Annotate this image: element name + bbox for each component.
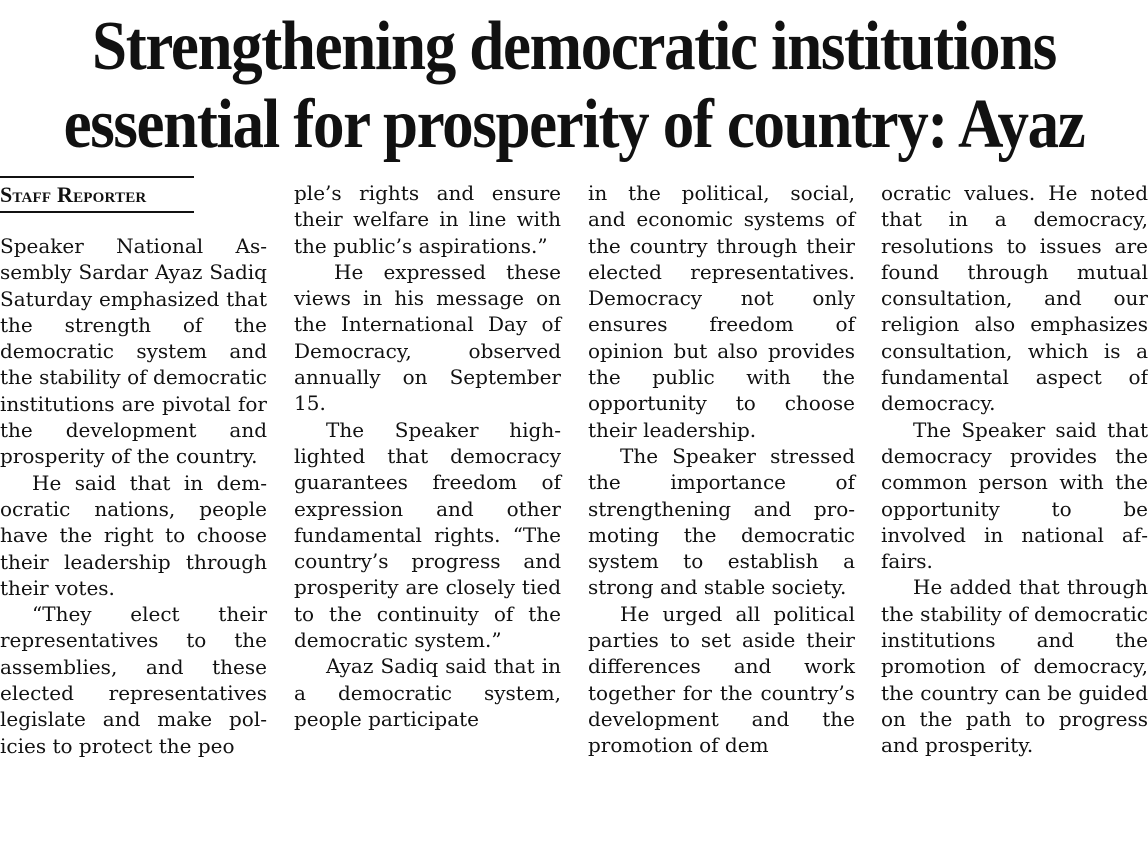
paragraph: He added that through the stability of democratic institutions and the promotion of democracy, the country can be guided on the path to progress and prosperity. bbox=[881, 575, 1148, 758]
article-column-1 bbox=[0, 233, 267, 759]
article-column-3 bbox=[588, 180, 855, 759]
paragraph: The Speaker highlighted that democracy guarantees freedom of expression and other fundamental rights. “The country’s progress and prosperity are closely tied to the continuity of the democratic system.” bbox=[294, 417, 561, 653]
byline: Staff Reporter bbox=[0, 176, 194, 213]
paragraph: The Speaker stressed the importance of strengthening and promoting the democratic system to establish a strong and stable society. bbox=[588, 443, 855, 600]
paragraph: Speaker National Assembly Sardar Ayaz Sadiq Saturday emphasized that the strength of the democratic system and the stability of democratic institutions are pivotal for the development and prosperity of the country. bbox=[0, 234, 267, 469]
article-column-2 bbox=[294, 180, 561, 732]
paragraph: in the political, social, and economic systems of the country through their elected representatives. Democracy not only ensures freedom of opinion but also provides the public with the opportunity to choose their leadership. bbox=[588, 181, 855, 442]
paragraph: He urged all political parties to set aside their differences and work together for the country’s development and the promotion of dem bbox=[588, 601, 855, 758]
headline-line-1: Strengthening democratic institutions bbox=[92, 8, 1056, 85]
headline bbox=[57, 8, 1090, 164]
paragraph: The Speaker said that democracy provides the common person with the opportunity to be involved in national affairs. bbox=[881, 417, 1148, 574]
headline-line-2: essential for prosperity of country: Ayaz bbox=[63, 86, 1085, 163]
paragraph: “They elect their representatives to the assemblies, and these elected representatives legislate and make policies to protect the peo bbox=[0, 602, 267, 758]
paragraph: Ayaz Sadiq said that in a democratic system, people participate bbox=[294, 654, 561, 731]
paragraph: He expressed these views in his message on the International Day of Democracy, observed annually on September 15. bbox=[294, 259, 561, 416]
article-column-4 bbox=[881, 180, 1148, 759]
paragraph: ocratic values. He noted that in a democracy, resolutions to issues are found through mutual consultation, and our religion also emphasizes consultation, which is a fundamental aspect of democracy. bbox=[881, 181, 1148, 416]
paragraph: He said that in democratic nations, people have the right to choose their leadership through their votes. bbox=[0, 470, 267, 600]
paragraph: ple’s rights and ensure their welfare in line with the public’s aspirations.” bbox=[294, 181, 561, 258]
